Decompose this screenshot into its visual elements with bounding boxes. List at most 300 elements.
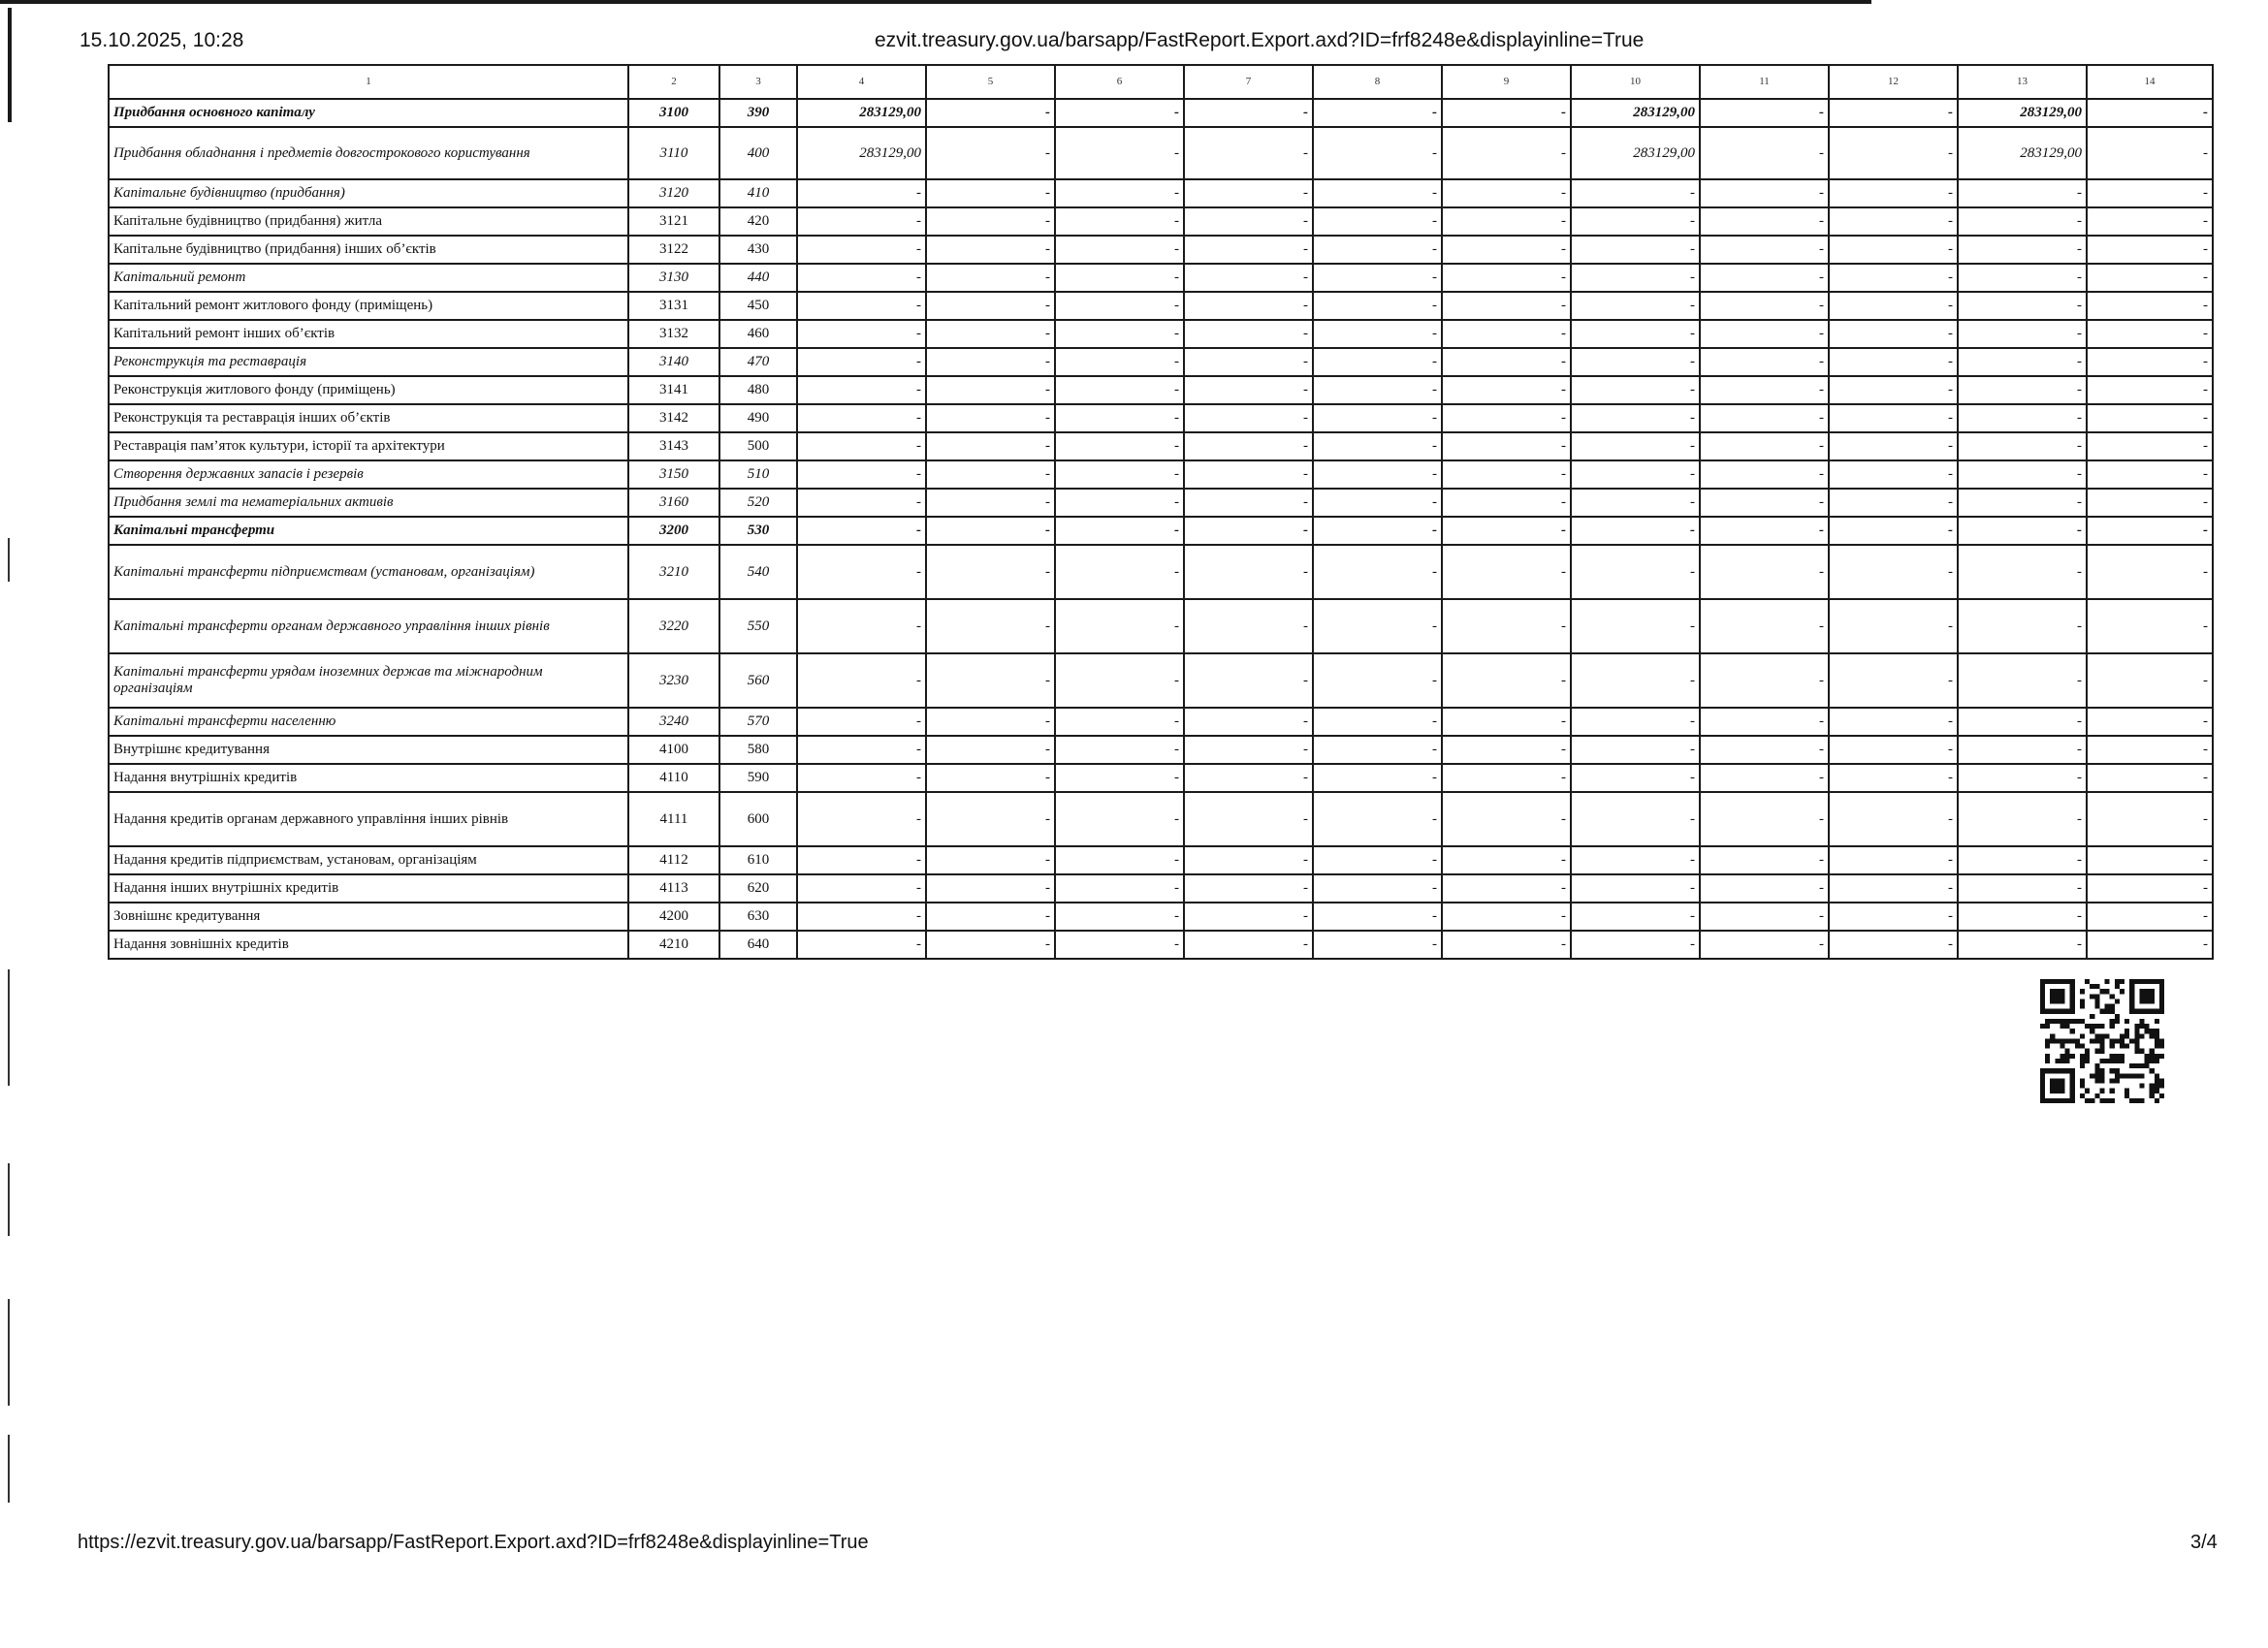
- value-cell: -: [926, 846, 1055, 874]
- value-cell: -: [1313, 404, 1442, 432]
- value-cell: -: [1442, 489, 1571, 517]
- row-line-code: 570: [719, 708, 797, 736]
- row-line-code: 480: [719, 376, 797, 404]
- qr-module: [2159, 1054, 2164, 1059]
- value-cell: -: [1442, 708, 1571, 736]
- qr-module: [2139, 1098, 2144, 1103]
- value-cell: -: [797, 792, 926, 846]
- qr-module: [2099, 1038, 2104, 1043]
- value-cell: -: [1829, 460, 1958, 489]
- qr-module: [2094, 998, 2099, 1003]
- scan-margin-mark: [8, 969, 10, 1086]
- value-cell: -: [926, 179, 1055, 207]
- row-kekv-code: 3120: [628, 179, 719, 207]
- value-cell: -: [797, 236, 926, 264]
- value-cell: -: [1442, 764, 1571, 792]
- value-cell: -: [1184, 376, 1313, 404]
- value-cell: -: [1313, 792, 1442, 846]
- value-cell: -: [1700, 708, 1829, 736]
- value-cell: -: [1184, 127, 1313, 179]
- qr-module: [2139, 1049, 2144, 1054]
- value-cell: -: [1442, 432, 1571, 460]
- qr-module: [2094, 1093, 2099, 1098]
- value-cell: -: [1313, 736, 1442, 764]
- value-cell: -: [2087, 99, 2213, 127]
- value-cell: -: [1442, 517, 1571, 545]
- qr-module: [2094, 1078, 2099, 1083]
- qr-module: [2080, 1019, 2085, 1024]
- qr-module: [2060, 1024, 2064, 1029]
- qr-module: [2075, 1038, 2080, 1043]
- value-cell: -: [1571, 517, 1700, 545]
- scan-top-edge: [0, 0, 1871, 4]
- value-cell: -: [1829, 736, 1958, 764]
- qr-module: [2155, 1044, 2159, 1049]
- value-cell: -: [1958, 264, 2087, 292]
- qr-module: [2094, 984, 2099, 989]
- qr-module: [2155, 1059, 2159, 1063]
- qr-module: [2110, 1054, 2115, 1059]
- qr-module: [2099, 1033, 2104, 1038]
- value-cell: -: [1958, 517, 2087, 545]
- value-cell: -: [1313, 874, 1442, 903]
- value-cell: -: [1313, 653, 1442, 708]
- value-cell: -: [926, 207, 1055, 236]
- qr-module: [2150, 1084, 2155, 1089]
- qr-module: [2134, 1024, 2139, 1029]
- value-cell: -: [1184, 708, 1313, 736]
- qr-module: [2159, 1084, 2164, 1089]
- value-cell: -: [1829, 179, 1958, 207]
- qr-module: [2050, 989, 2064, 1003]
- qr-module: [2134, 1073, 2139, 1078]
- scan-left-edge: [8, 8, 12, 122]
- value-cell: -: [1184, 236, 1313, 264]
- column-number: 1: [109, 65, 628, 99]
- qr-module: [2159, 1093, 2164, 1098]
- value-cell: -: [1829, 236, 1958, 264]
- value-cell: -: [1571, 792, 1700, 846]
- value-cell: -: [1700, 903, 1829, 931]
- qr-module: [2120, 1054, 2124, 1059]
- table-row: [109, 736, 2213, 764]
- qr-module: [2150, 1033, 2155, 1038]
- qr-module: [2145, 1059, 2150, 1063]
- value-cell: -: [1313, 708, 1442, 736]
- value-cell: -: [1184, 931, 1313, 959]
- row-kekv-code: 3130: [628, 264, 719, 292]
- value-cell: -: [1571, 708, 1700, 736]
- value-cell: -: [1829, 545, 1958, 599]
- value-cell: -: [1313, 376, 1442, 404]
- row-name: Надання інших внутрішніх кредитів: [109, 874, 628, 903]
- value-cell: -: [1184, 460, 1313, 489]
- row-name: Надання внутрішніх кредитів: [109, 764, 628, 792]
- value-cell: -: [926, 764, 1055, 792]
- row-kekv-code: 3220: [628, 599, 719, 653]
- qr-module: [2139, 989, 2154, 1003]
- column-number: 4: [797, 65, 926, 99]
- row-name: Реконструкція житлового фонду (приміщень): [109, 376, 628, 404]
- qr-module: [2090, 994, 2094, 998]
- qr-module: [2124, 1033, 2129, 1038]
- qr-module: [2105, 989, 2110, 994]
- value-cell: -: [1829, 207, 1958, 236]
- value-cell: -: [1442, 460, 1571, 489]
- value-cell: -: [1442, 236, 1571, 264]
- qr-module: [2094, 1063, 2099, 1068]
- value-cell: -: [926, 404, 1055, 432]
- value-cell: -: [2087, 404, 2213, 432]
- value-cell: -: [1829, 708, 1958, 736]
- value-cell: -: [1958, 874, 2087, 903]
- value-cell: -: [1313, 127, 1442, 179]
- value-cell: 283129,00: [1958, 99, 2087, 127]
- value-cell: -: [1700, 292, 1829, 320]
- qr-module: [2124, 1073, 2129, 1078]
- scan-margin-mark: [8, 1299, 10, 1406]
- value-cell: -: [1055, 792, 1184, 846]
- value-cell: -: [1571, 931, 1700, 959]
- qr-module: [2080, 1084, 2085, 1089]
- qr-module: [2045, 1054, 2050, 1059]
- qr-module: [2110, 1089, 2115, 1093]
- qr-module: [2155, 1084, 2159, 1089]
- row-line-code: 550: [719, 599, 797, 653]
- value-cell: -: [1442, 599, 1571, 653]
- value-cell: -: [797, 545, 926, 599]
- row-line-code: 390: [719, 99, 797, 127]
- qr-module: [2080, 1093, 2085, 1098]
- value-cell: -: [1055, 874, 1184, 903]
- row-line-code: 450: [719, 292, 797, 320]
- row-line-code: 420: [719, 207, 797, 236]
- row-line-code: 640: [719, 931, 797, 959]
- value-cell: -: [926, 376, 1055, 404]
- qr-module: [2060, 1038, 2064, 1043]
- row-line-code: 490: [719, 404, 797, 432]
- qr-module: [2050, 1078, 2064, 1093]
- row-line-code: 430: [719, 236, 797, 264]
- value-cell: -: [1184, 99, 1313, 127]
- value-cell: -: [1184, 736, 1313, 764]
- value-cell: -: [797, 292, 926, 320]
- table-row: [109, 931, 2213, 959]
- column-number: 2: [628, 65, 719, 99]
- qr-module: [2094, 1049, 2099, 1054]
- qr-module: [2080, 998, 2085, 1003]
- row-name: Капітальне будівництво (придбання): [109, 179, 628, 207]
- value-cell: -: [926, 489, 1055, 517]
- qr-module: [2115, 1068, 2120, 1073]
- value-cell: -: [797, 320, 926, 348]
- value-cell: -: [1958, 292, 2087, 320]
- value-cell: -: [1829, 931, 1958, 959]
- value-cell: -: [1829, 874, 1958, 903]
- column-number: 14: [2087, 65, 2213, 99]
- qr-module: [2085, 1089, 2090, 1093]
- value-cell: -: [1442, 207, 1571, 236]
- qr-module: [2115, 1078, 2120, 1083]
- table-row: [109, 179, 2213, 207]
- qr-module: [2124, 1089, 2129, 1093]
- value-cell: -: [1958, 179, 2087, 207]
- value-cell: -: [797, 653, 926, 708]
- value-cell: -: [1700, 432, 1829, 460]
- value-cell: -: [1055, 599, 1184, 653]
- qr-module: [2155, 1029, 2159, 1033]
- value-cell: -: [1184, 653, 1313, 708]
- qr-module: [2060, 1059, 2064, 1063]
- qr-module: [2065, 1019, 2070, 1024]
- qr-module: [2139, 1033, 2144, 1038]
- value-cell: -: [797, 931, 926, 959]
- value-cell: -: [2087, 489, 2213, 517]
- row-name: Реконструкція та реставрація: [109, 348, 628, 376]
- value-cell: -: [1184, 489, 1313, 517]
- column-number: 10: [1571, 65, 1700, 99]
- value-cell: -: [1442, 545, 1571, 599]
- value-cell: -: [926, 236, 1055, 264]
- value-cell: -: [2087, 903, 2213, 931]
- value-cell: -: [1571, 653, 1700, 708]
- qr-module: [2120, 1038, 2124, 1043]
- value-cell: -: [1571, 207, 1700, 236]
- value-cell: -: [1958, 432, 2087, 460]
- value-cell: -: [1829, 792, 1958, 846]
- row-kekv-code: 4210: [628, 931, 719, 959]
- value-cell: -: [797, 764, 926, 792]
- table-row: [109, 99, 2213, 127]
- qr-module: [2094, 1004, 2099, 1009]
- value-cell: 283129,00: [797, 127, 926, 179]
- qr-module: [2139, 1019, 2144, 1024]
- value-cell: -: [1571, 460, 1700, 489]
- value-cell: -: [797, 404, 926, 432]
- value-cell: -: [1829, 404, 1958, 432]
- row-kekv-code: 3210: [628, 545, 719, 599]
- qr-module: [2129, 1038, 2134, 1043]
- value-cell: -: [2087, 545, 2213, 599]
- qr-module: [2110, 1059, 2115, 1063]
- row-line-code: 540: [719, 545, 797, 599]
- value-cell: -: [1442, 736, 1571, 764]
- row-name: Придбання основного капіталу: [109, 99, 628, 127]
- qr-module: [2090, 1073, 2094, 1078]
- value-cell: -: [1184, 764, 1313, 792]
- row-kekv-code: 3143: [628, 432, 719, 460]
- qr-module: [2065, 1038, 2070, 1043]
- value-cell: -: [797, 517, 926, 545]
- qr-module: [2150, 1059, 2155, 1063]
- qr-module: [2099, 1068, 2104, 1073]
- value-cell: -: [1571, 292, 1700, 320]
- qr-module: [2110, 1019, 2115, 1024]
- value-cell: -: [2087, 376, 2213, 404]
- qr-module: [2145, 1054, 2150, 1059]
- value-cell: -: [1184, 517, 1313, 545]
- table-row: [109, 292, 2213, 320]
- qr-module: [2060, 1044, 2064, 1049]
- row-name: Внутрішнє кредитування: [109, 736, 628, 764]
- column-number: 6: [1055, 65, 1184, 99]
- qr-module: [2045, 1044, 2050, 1049]
- qr-module: [2055, 1059, 2060, 1063]
- qr-module: [2055, 1019, 2060, 1024]
- value-cell: -: [1055, 460, 1184, 489]
- value-cell: -: [2087, 517, 2213, 545]
- value-cell: -: [797, 264, 926, 292]
- row-line-code: 500: [719, 432, 797, 460]
- value-cell: -: [1829, 846, 1958, 874]
- value-cell: -: [2087, 460, 2213, 489]
- report-table: [108, 64, 2214, 960]
- qr-module: [2080, 1059, 2085, 1063]
- value-cell: -: [2087, 874, 2213, 903]
- value-cell: -: [1184, 207, 1313, 236]
- table-row: [109, 404, 2213, 432]
- value-cell: -: [797, 846, 926, 874]
- qr-module: [2099, 1044, 2104, 1049]
- qr-module: [2080, 1004, 2085, 1009]
- qr-module: [2145, 1024, 2150, 1029]
- qr-module: [2050, 1038, 2055, 1043]
- value-cell: -: [926, 903, 1055, 931]
- row-kekv-code: 3160: [628, 489, 719, 517]
- row-name: Надання кредитів органам державного управління інших рівнів: [109, 792, 628, 846]
- row-name: Капітальний ремонт інших об’єктів: [109, 320, 628, 348]
- report-table-body: [109, 65, 2213, 959]
- row-name: Надання зовнішніх кредитів: [109, 931, 628, 959]
- value-cell: -: [1700, 874, 1829, 903]
- value-cell: -: [1571, 874, 1700, 903]
- value-cell: -: [1184, 179, 1313, 207]
- value-cell: -: [1700, 179, 1829, 207]
- value-cell: -: [2087, 931, 2213, 959]
- qr-module: [2099, 989, 2104, 994]
- value-cell: -: [1055, 903, 1184, 931]
- qr-module: [2090, 1029, 2094, 1033]
- qr-module: [2099, 1098, 2104, 1103]
- qr-module: [2134, 1033, 2139, 1038]
- value-cell: -: [926, 99, 1055, 127]
- value-cell: -: [1313, 931, 1442, 959]
- column-number: 7: [1184, 65, 1313, 99]
- table-row: [109, 264, 2213, 292]
- qr-code: [2040, 979, 2164, 1103]
- row-line-code: 460: [719, 320, 797, 348]
- value-cell: -: [926, 517, 1055, 545]
- value-cell: -: [1829, 320, 1958, 348]
- qr-module: [2115, 1014, 2120, 1019]
- qr-module: [2050, 1033, 2055, 1038]
- value-cell: 283129,00: [1571, 99, 1700, 127]
- value-cell: -: [1571, 376, 1700, 404]
- qr-module: [2099, 1024, 2104, 1029]
- qr-module: [2115, 1038, 2120, 1043]
- value-cell: -: [1958, 376, 2087, 404]
- qr-module: [2050, 1019, 2055, 1024]
- qr-module: [2159, 1038, 2164, 1043]
- value-cell: -: [1571, 320, 1700, 348]
- table-row: [109, 599, 2213, 653]
- table-row: [109, 653, 2213, 708]
- qr-module: [2080, 1033, 2085, 1038]
- value-cell: -: [1958, 489, 2087, 517]
- row-name: Капітальні трансферти: [109, 517, 628, 545]
- value-cell: -: [1442, 931, 1571, 959]
- row-kekv-code: 3140: [628, 348, 719, 376]
- row-kekv-code: 3200: [628, 517, 719, 545]
- value-cell: -: [1442, 376, 1571, 404]
- row-kekv-code: 3142: [628, 404, 719, 432]
- value-cell: -: [2087, 792, 2213, 846]
- value-cell: -: [1055, 545, 1184, 599]
- value-cell: -: [797, 708, 926, 736]
- value-cell: -: [1958, 708, 2087, 736]
- value-cell: -: [797, 376, 926, 404]
- value-cell: -: [1700, 599, 1829, 653]
- value-cell: -: [1055, 764, 1184, 792]
- table-row: [109, 708, 2213, 736]
- qr-module: [2090, 1038, 2094, 1043]
- value-cell: -: [1313, 432, 1442, 460]
- column-number: 9: [1442, 65, 1571, 99]
- value-cell: -: [797, 460, 926, 489]
- value-cell: 283129,00: [1958, 127, 2087, 179]
- qr-module: [2070, 1019, 2075, 1024]
- row-kekv-code: 3110: [628, 127, 719, 179]
- qr-module: [2120, 1073, 2124, 1078]
- table-row: [109, 432, 2213, 460]
- value-cell: -: [1055, 931, 1184, 959]
- value-cell: -: [1184, 846, 1313, 874]
- row-line-code: 400: [719, 127, 797, 179]
- table-row: [109, 903, 2213, 931]
- value-cell: -: [797, 432, 926, 460]
- value-cell: -: [1313, 489, 1442, 517]
- value-cell: -: [1958, 792, 2087, 846]
- table-row: [109, 846, 2213, 874]
- column-number: 3: [719, 65, 797, 99]
- qr-module: [2110, 1044, 2115, 1049]
- qr-module: [2129, 1073, 2134, 1078]
- value-cell: -: [797, 179, 926, 207]
- qr-module: [2139, 1024, 2144, 1029]
- qr-module: [2150, 1054, 2155, 1059]
- value-cell: -: [1442, 903, 1571, 931]
- value-cell: -: [1313, 99, 1442, 127]
- row-line-code: 470: [719, 348, 797, 376]
- qr-module: [2155, 1073, 2159, 1078]
- value-cell: -: [1184, 432, 1313, 460]
- value-cell: -: [1055, 376, 1184, 404]
- table-row: [109, 320, 2213, 348]
- value-cell: -: [2087, 432, 2213, 460]
- value-cell: -: [1313, 460, 1442, 489]
- value-cell: -: [1829, 127, 1958, 179]
- qr-module: [2159, 1078, 2164, 1083]
- qr-module: [2155, 1089, 2159, 1093]
- print-footer-url: https://ezvit.treasury.gov.ua/barsapp/FastReport.Export.axd?ID=frf8248e&displayinline=True: [78, 1532, 869, 1553]
- value-cell: -: [926, 599, 1055, 653]
- row-name: Капітальні трансферти органам державного управління інших рівнів: [109, 599, 628, 653]
- qr-module: [2040, 1024, 2045, 1029]
- qr-module: [2070, 1054, 2075, 1059]
- value-cell: -: [1958, 846, 2087, 874]
- row-line-code: 580: [719, 736, 797, 764]
- row-name: Надання кредитів підприємствам, установам, організаціям: [109, 846, 628, 874]
